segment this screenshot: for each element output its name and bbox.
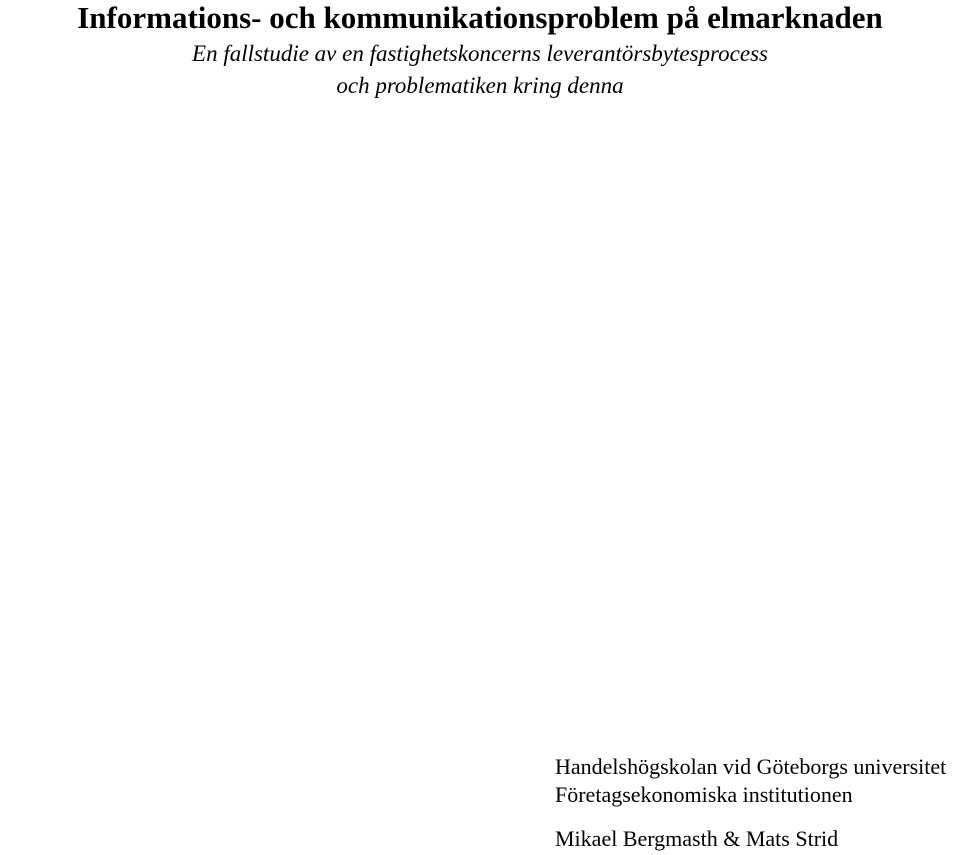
department-name: Företagsekonomiska institutionen [555, 782, 853, 807]
document-subtitle [0, 38, 960, 102]
university-name: Handelshögskolan vid Göteborgs universitet [555, 754, 947, 779]
document-title: Informations- och kommunikationsproblem på elmarknaden [77, 0, 883, 35]
author-names: Mikael Bergmasth & Mats Strid [555, 826, 839, 851]
subtitle-line: och problematiken kring denna [336, 73, 624, 98]
institution-block [555, 753, 946, 809]
subtitle-line: En fallstudie av en fastighetskoncerns leverantörsbytesprocess [192, 41, 768, 66]
